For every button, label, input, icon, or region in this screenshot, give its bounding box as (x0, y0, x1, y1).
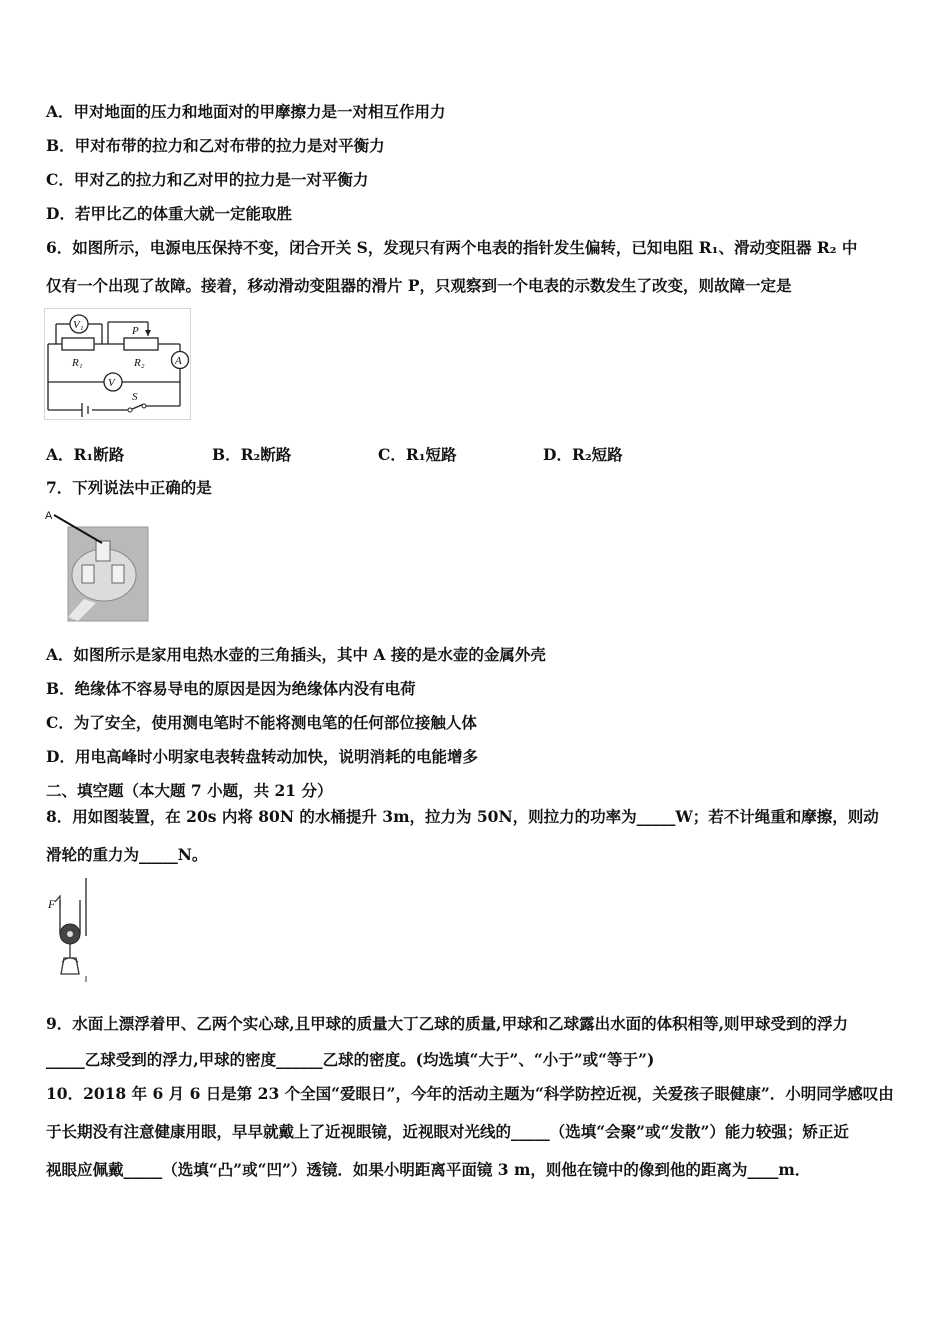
q6-r1-label: R₁ (72, 357, 83, 369)
q7-option-c: C．为了安全，使用测电笔时不能将测电笔的任何部位接触人体 (46, 713, 477, 732)
q6-option-b: B．R₂断路 (212, 445, 292, 464)
q8-stem-line1: 8．用如图装置，在 20s 内将 80N 的水桶提升 3m，拉力为 50N，则拉力的功率为_____W；若不计绳重和摩擦，则动 (46, 807, 879, 826)
q10-stem-line3: 视眼应佩戴_____（选填“凸”或“凹”）透镜．如果小明距离平面镜 3 m，则他在镜中的像到他的距离为____m． (46, 1160, 811, 1179)
q6-v-label: V (108, 377, 115, 389)
q6-circuit-diagram (44, 308, 192, 420)
q5-option-d: D．若甲比乙的体重大就一定能取胜 (46, 204, 292, 223)
q5-option-c: C．甲对乙的拉力和乙对甲的拉力是一对平衡力 (46, 170, 369, 189)
q6-option-a: A．R₁断路 (46, 445, 125, 464)
q7-option-d: D．用电高峰时小明家电表转盘转动加快，说明消耗的电能增多 (46, 747, 478, 766)
q10-stem-line2: 于长期没有注意健康用眼，早早就戴上了近视眼镜，近视眼对光线的_____（选填“会聚”或“发散”）能力较强；矫正近 (46, 1122, 849, 1141)
q9-stem-line1: 9．水面上漂浮着甲、乙两个实心球,且甲球的质量大丁乙球的质量,甲球和乙球露出水面的体积相等,则甲球受到的浮力 (46, 1014, 848, 1033)
q6-option-c: C．R₁短路 (378, 445, 457, 464)
q7-figure-label: A (45, 510, 53, 522)
q6-a-label: A (175, 355, 182, 367)
q6-p-label: P (132, 325, 139, 337)
q6-options (46, 443, 746, 465)
q6-stem-line2: 仅有一个出现了故障。接着，移动滑动变阻器的滑片 P，只观察到一个电表的示数发生了改变，则故障一定是 (46, 276, 792, 295)
q8-figure-label: F (48, 897, 56, 911)
q6-option-d: D．R₂短路 (543, 445, 623, 464)
q7-stem: 7．下列说法中正确的是 (46, 478, 212, 497)
q9-stem-line2: _____乙球受到的浮力,甲球的密度______乙球的密度。(均选填“大于”、“小于”或“等于”) (46, 1050, 655, 1069)
q5-option-a: A．甲对地面的压力和地面对的甲摩擦力是一对相互作用力 (46, 102, 446, 121)
q7-option-b: B．绝缘体不容易导电的原因是因为绝缘体内没有电荷 (46, 679, 416, 698)
q6-r2-label: R₂ (134, 357, 145, 369)
q10-stem-line1: 10．2018 年 6 月 6 日是第 23 个全国“爱眼日”，今年的活动主题为“科学防控近视，关爱孩子眼健康”．小明同学感叹由 (46, 1084, 894, 1103)
q6-v1-label: V₁ (73, 319, 84, 331)
q8-stem-line2: 滑轮的重力为_____N。 (46, 845, 208, 864)
q5-option-b: B．甲对布带的拉力和乙对布带的拉力是对平衡力 (46, 136, 385, 155)
section-title: 二、填空题（本大题 7 小题，共 21 分） (46, 781, 333, 800)
q7-plug-photo (44, 507, 152, 623)
q7-option-a: A．如图所示是家用电热水壶的三角插头，其中 A 接的是水壶的金属外壳 (46, 645, 546, 664)
q8-pulley-diagram (46, 876, 96, 986)
q6-s-label: S (132, 391, 138, 403)
q6-stem-line1: 6．如图所示，电源电压保持不变，闭合开关 S，发现只有两个电表的指针发生偏转，已知电阻 R₁、滑动变阻器 R₂ 中 (46, 238, 858, 257)
